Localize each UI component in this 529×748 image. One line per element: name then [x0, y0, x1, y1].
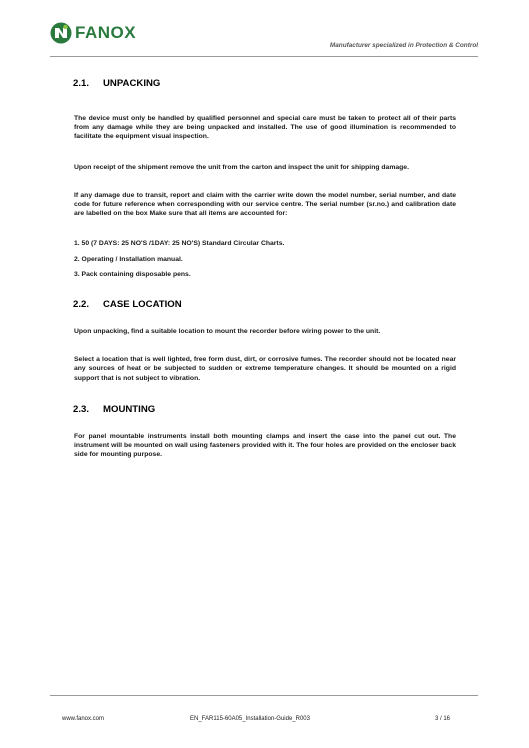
paragraph: If any damage due to transit, report and claim with the carrier write down the model number, serial number, and date code for future reference when corresponding with our service centre. The serial number (sr.no.) and calibration date are labelled on the box Make sure that all items are accounted for:	[74, 191, 456, 218]
section-title: UNPACKING	[103, 78, 161, 89]
paragraph: Upon receipt of the shipment remove the unit from the carton and inspect the unit for shipping damage.	[74, 163, 409, 171]
paragraph: For panel mountable instruments install both mounting clamps and insert the case into the panel cut out. The instrument will be mounted on wall using fasteners provided with it. The four holes are provided on the encloser back side for mounting purpose.	[74, 432, 456, 459]
section-title: MOUNTING	[103, 403, 156, 415]
section-heading	[73, 299, 456, 310]
footer-divider	[50, 695, 478, 696]
header-divider	[50, 56, 478, 57]
list-item: 1. 50 (7 DAYS: 25 NO'S /1DAY: 25 NO'S) Standard Circular Charts.	[74, 240, 285, 248]
fanox-logo	[50, 22, 136, 44]
section-heading	[73, 404, 456, 415]
page-header	[50, 22, 478, 52]
paragraph: Select a location that is well lighted, free form dust, dirt, or corrosive fumes. The recorder should not be located near any sources of heat or be subjected to sudden or extreme temperature changes. It should be mounted on a rigid support that is not subject to vibration.	[74, 356, 456, 382]
footer-page-number: 3 / 16	[434, 716, 450, 722]
section-number: 2.2.	[73, 299, 90, 311]
section-number: 2.1.	[73, 78, 90, 89]
header-tagline: Manufacturer specialized in Protection & Control	[329, 42, 478, 49]
section-mounting	[74, 404, 456, 460]
paragraph: The device must only be handled by qualified personnel and special care must be taken to protect all of their parts from any damage while they are being unpacked and installed. The use of good illumination is recommended to facilitate the equipment visual inspection.	[74, 115, 456, 141]
logo-wordmark: FANOX	[75, 23, 137, 42]
footer-document-code: EN_FAR115-60A05_Installation-Guide_R003	[190, 716, 310, 722]
fanox-logo-icon	[50, 22, 72, 44]
section-number: 2.3.	[73, 403, 90, 415]
footer-website: www.fanox.com	[62, 716, 105, 722]
section-unpacking	[74, 78, 456, 279]
paragraph: Upon unpacking, find a suitable location to mount the recorder before wiring power to the unit.	[74, 328, 381, 336]
section-title: CASE LOCATION	[103, 299, 182, 311]
list-item: 2. Operating / Installation manual.	[74, 255, 183, 263]
section-heading	[73, 78, 456, 89]
list-item: 3. Pack containing disposable pens.	[74, 270, 191, 278]
document-body	[74, 78, 456, 459]
section-case-location	[74, 299, 456, 383]
